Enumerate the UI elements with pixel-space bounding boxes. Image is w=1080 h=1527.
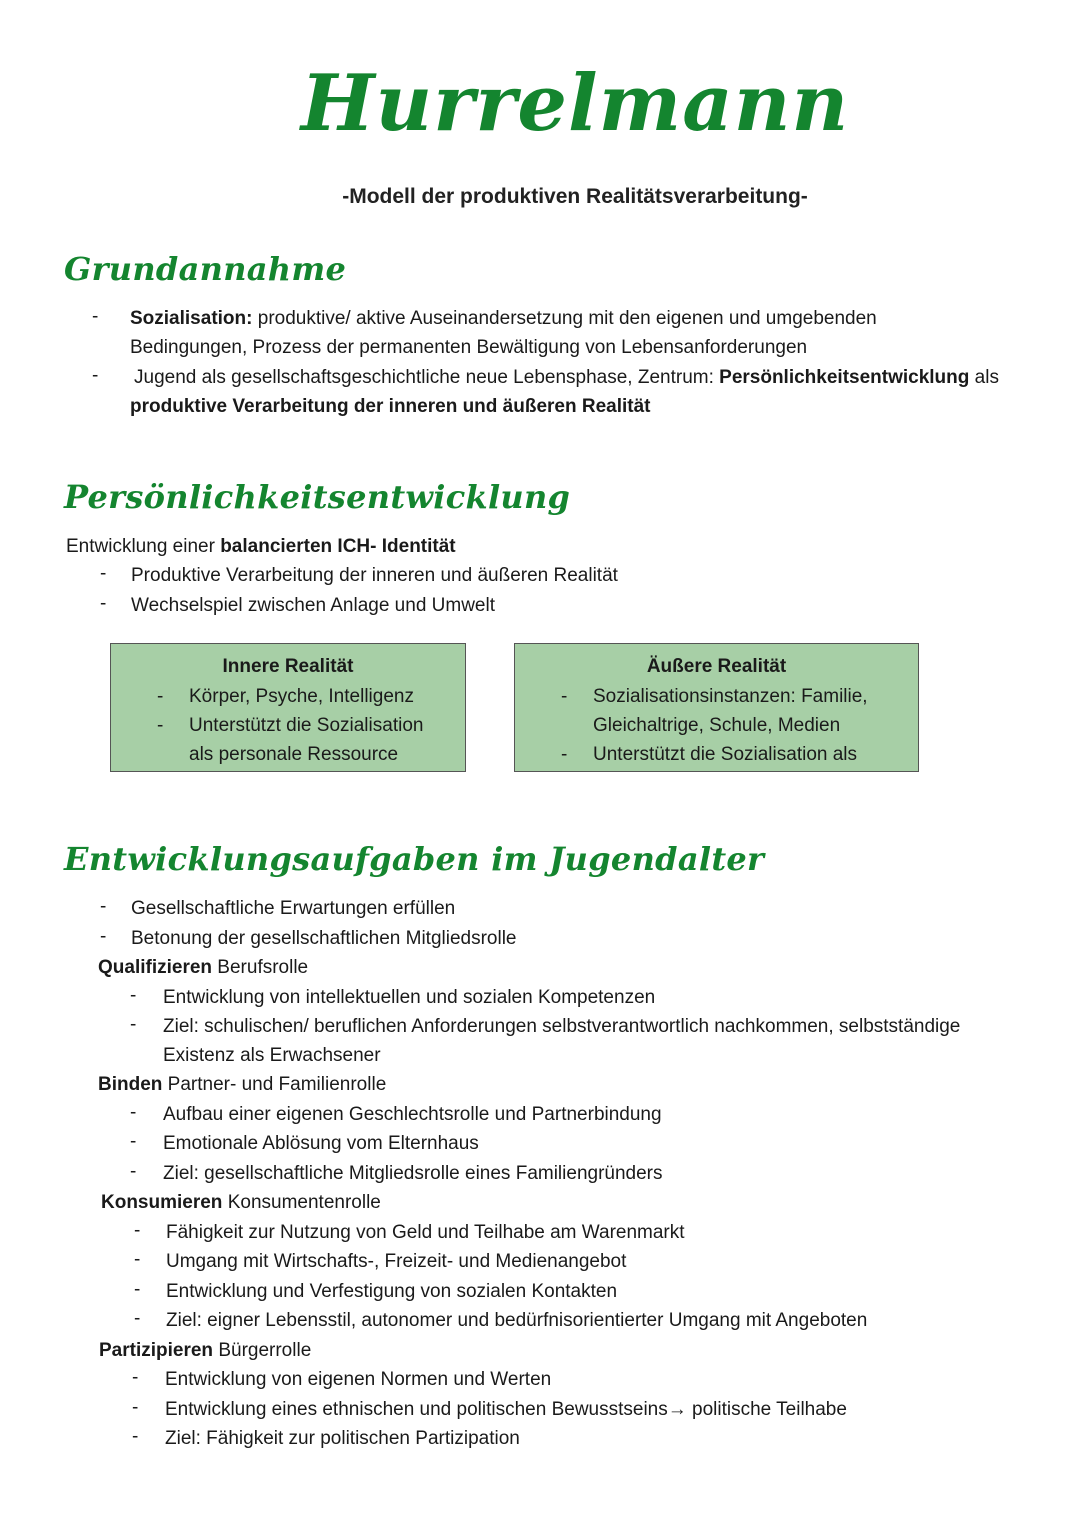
role-item: Entwicklung von eigenen Normen und Werten <box>165 1369 552 1390</box>
role-item: Entwicklung und Verfestigung von sozialen Kontakten <box>166 1281 618 1302</box>
role-verb: Partizipieren <box>99 1340 214 1361</box>
bullet-dash: - <box>100 926 107 947</box>
box-item <box>525 740 908 769</box>
bullet-dash: - <box>132 1426 139 1447</box>
heading-persoenlichkeitsentwicklung: Persönlichkeitsentwicklung <box>64 478 571 516</box>
box-item-text: Sozialisationsinstanzen: Familie, <box>593 686 868 707</box>
bullet-text: Jugend als gesellschaftsgeschichtliche neue Lebensphase, Zentrum: <box>134 367 720 388</box>
intro-text: Entwicklung einer <box>66 536 221 557</box>
grundannahme-bullet-2-cont: produktive Verarbeitung der inneren und äußeren Realität <box>130 396 651 417</box>
bullet-dash: - <box>561 744 568 765</box>
box-item <box>121 711 455 740</box>
role-item: Aufbau einer eigenen Geschlechtsrolle und Partnerbindung <box>163 1104 662 1125</box>
aufgaben-item: Betonung der gesellschaftlichen Mitgliedsrolle <box>131 928 517 949</box>
bullet-dash: - <box>100 563 107 584</box>
grundannahme-bullet-2 <box>134 363 999 392</box>
page-title: Hurrelmann <box>300 58 850 149</box>
bullet-dash: - <box>561 686 568 707</box>
bullet-text: produktive/ aktive Auseinandersetzung mit den eigenen und umgebenden <box>252 308 877 329</box>
heading-grundannahme: Grundannahme <box>64 250 347 288</box>
bullet-dash: - <box>100 593 107 614</box>
role-item-cont: Existenz als Erwachsener <box>163 1045 381 1066</box>
bold-term: Sozialisation: <box>130 308 253 329</box>
bold-term: balancierten ICH- Identität <box>220 536 456 557</box>
box-item-text: Unterstützt die Sozialisation <box>189 715 424 736</box>
role-item: Ziel: eigner Lebensstil, autonomer und bedürfnisorientierter Umgang mit Angeboten <box>166 1310 868 1331</box>
bullet-dash: - <box>92 365 99 386</box>
box-item-text: Unterstützt die Sozialisation als <box>593 744 858 765</box>
role-verb: Konsumieren <box>101 1192 223 1213</box>
role-name: Partner- und Familienrolle <box>162 1074 387 1095</box>
aufgaben-item: Gesellschaftliche Erwartungen erfüllen <box>131 898 456 919</box>
bullet-dash: - <box>130 1131 137 1152</box>
bullet-dash: - <box>134 1220 141 1241</box>
bullet-dash: - <box>130 1102 137 1123</box>
bullet-dash: - <box>132 1397 139 1418</box>
bullet-dash: - <box>100 896 107 917</box>
page-subtitle: -Modell der produktiven Realitätsverarbeitung- <box>342 185 808 208</box>
role-name: Bürgerrolle <box>213 1340 312 1361</box>
role-item: Ziel: Fähigkeit zur politischen Partizipation <box>165 1428 520 1449</box>
role-item: Fähigkeit zur Nutzung von Geld und Teilhabe am Warenmarkt <box>166 1222 685 1243</box>
role-item: Entwicklung von intellektuellen und sozialen Kompetenzen <box>163 987 656 1008</box>
role-partizipieren <box>99 1336 311 1365</box>
role-verb: Qualifizieren <box>98 957 213 978</box>
outer-reality-title: Äußere Realität <box>646 656 787 677</box>
grundannahme-bullet-1 <box>130 304 877 333</box>
role-item: Emotionale Ablösung vom Elternhaus <box>163 1133 479 1154</box>
inner-reality-title: Innere Realität <box>222 656 354 677</box>
role-konsumieren <box>101 1188 381 1217</box>
bullet-dash: - <box>130 985 137 1006</box>
bullet-dash: - <box>134 1279 141 1300</box>
bullet-dash: - <box>132 1367 139 1388</box>
role-name: Berufsrolle <box>212 957 309 978</box>
role-binden <box>98 1070 386 1099</box>
role-item: Umgang mit Wirtschafts-, Freizeit- und Medienangebot <box>166 1251 627 1272</box>
bold-term: Persönlichkeitsentwicklung <box>719 367 970 388</box>
bullet-text: als <box>969 367 999 388</box>
box-item <box>525 682 908 711</box>
role-item: Ziel: schulischen/ beruflichen Anforderungen selbstverantwortlich nachkommen, selbstständige <box>163 1016 961 1037</box>
box-item-text: Körper, Psyche, Intelligenz <box>189 686 414 707</box>
box-item-cont: Gleichaltrige, Schule, Medien <box>593 715 841 736</box>
bullet-dash: - <box>134 1308 141 1329</box>
role-name: Konsumentenrolle <box>222 1192 381 1213</box>
persoenlichkeit-intro <box>66 532 456 561</box>
box-item <box>121 682 455 711</box>
outer-reality-box <box>514 643 919 772</box>
bullet-dash: - <box>130 1161 137 1182</box>
role-qualifizieren <box>98 953 308 982</box>
inner-reality-box <box>110 643 466 772</box>
bullet-dash: - <box>157 686 164 707</box>
bullet-dash: - <box>134 1249 141 1270</box>
box-item-cont: als personale Ressource <box>189 744 399 765</box>
persoenlichkeit-item: Produktive Verarbeitung der inneren und äußeren Realität <box>131 565 618 586</box>
role-item: Ziel: gesellschaftliche Mitgliedsrolle eines Familiengründers <box>163 1163 663 1184</box>
bullet-dash: - <box>130 1014 137 1035</box>
role-verb: Binden <box>98 1074 163 1095</box>
heading-entwicklungsaufgaben: Entwicklungsaufgaben im Jugendalter <box>64 840 765 878</box>
grundannahme-bullet-1-cont: Bedingungen, Prozess der permanenten Bewältigung von Lebensanforderungen <box>130 337 808 358</box>
role-item: Entwicklung eines ethnischen und politischen Bewusstseins→ politische Teilhabe <box>165 1399 847 1420</box>
bullet-dash: - <box>92 306 99 327</box>
bullet-dash: - <box>157 715 164 736</box>
persoenlichkeit-item: Wechselspiel zwischen Anlage und Umwelt <box>131 595 495 616</box>
